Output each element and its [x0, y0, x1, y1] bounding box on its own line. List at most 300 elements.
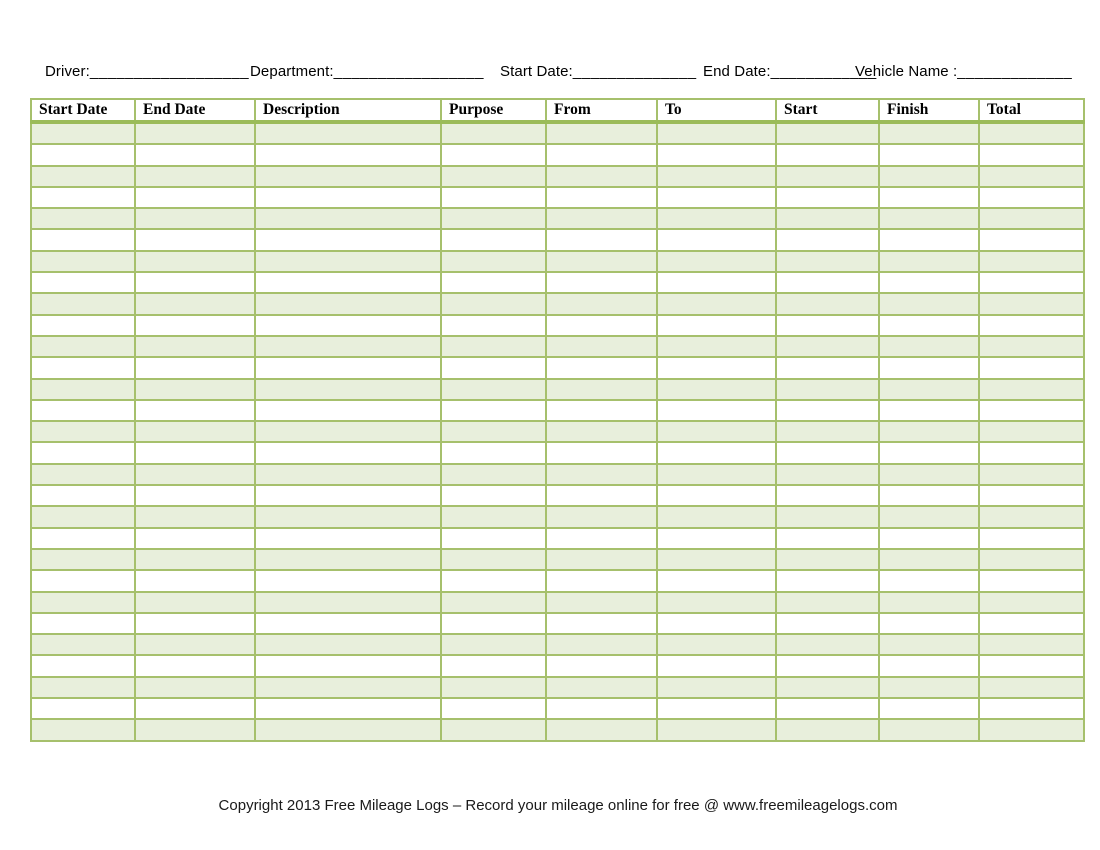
table-cell [657, 293, 776, 314]
table-cell [979, 506, 1084, 527]
table-cell [776, 719, 879, 740]
table-row [31, 485, 1084, 506]
table-cell [255, 549, 441, 570]
table-cell [879, 719, 979, 740]
table-row [31, 144, 1084, 165]
table-cell [255, 592, 441, 613]
table-cell [879, 166, 979, 187]
table-cell [657, 379, 776, 400]
table-cell [441, 400, 546, 421]
table-cell [879, 187, 979, 208]
table-cell [441, 485, 546, 506]
table-cell [31, 698, 135, 719]
table-row [31, 166, 1084, 187]
table-row [31, 421, 1084, 442]
col-header-finish: Finish [879, 99, 979, 122]
table-cell [135, 698, 255, 719]
table-cell [546, 421, 657, 442]
col-header-end-date: End Date [135, 99, 255, 122]
table-cell [255, 122, 441, 144]
table-cell [135, 570, 255, 591]
table-cell [546, 357, 657, 378]
table-cell [979, 166, 1084, 187]
table-cell [979, 570, 1084, 591]
vehicle-name-blank: _____________ [957, 63, 1073, 80]
table-cell [879, 400, 979, 421]
table-cell [657, 719, 776, 740]
col-header-purpose: Purpose [441, 99, 546, 122]
table-cell [657, 144, 776, 165]
table-cell [441, 357, 546, 378]
table-row [31, 698, 1084, 719]
col-header-description: Description [255, 99, 441, 122]
table-cell [255, 251, 441, 272]
table-cell [31, 166, 135, 187]
table-cell [879, 655, 979, 676]
table-cell [776, 400, 879, 421]
table-cell [255, 379, 441, 400]
table-cell [255, 634, 441, 655]
table-row [31, 229, 1084, 250]
table-cell [879, 251, 979, 272]
table-cell [31, 229, 135, 250]
table-cell [135, 549, 255, 570]
table-cell [879, 549, 979, 570]
table-cell [657, 336, 776, 357]
table-cell [979, 272, 1084, 293]
table-cell [776, 464, 879, 485]
table-cell [879, 442, 979, 463]
table-cell [979, 400, 1084, 421]
table-cell [879, 315, 979, 336]
table-cell [776, 187, 879, 208]
table-row [31, 272, 1084, 293]
table-cell [979, 485, 1084, 506]
table-cell [546, 144, 657, 165]
table-cell [546, 379, 657, 400]
table-cell [135, 485, 255, 506]
table-cell [135, 315, 255, 336]
table-cell [776, 442, 879, 463]
table-cell [31, 187, 135, 208]
table-cell [776, 166, 879, 187]
table-cell [776, 421, 879, 442]
table-cell [255, 144, 441, 165]
table-cell [879, 144, 979, 165]
table-cell [657, 634, 776, 655]
table-cell [776, 570, 879, 591]
table-cell [135, 442, 255, 463]
start-date-blank: ______________ [572, 63, 697, 80]
table-cell [546, 549, 657, 570]
table-cell [441, 421, 546, 442]
table-row [31, 570, 1084, 591]
table-cell [546, 251, 657, 272]
table-cell [135, 272, 255, 293]
table-cell [255, 293, 441, 314]
table-cell [255, 655, 441, 676]
table-cell [979, 144, 1084, 165]
table-row [31, 122, 1084, 144]
table-cell [441, 613, 546, 634]
table-cell [657, 485, 776, 506]
table-cell [31, 208, 135, 229]
table-cell [979, 336, 1084, 357]
table-cell [135, 506, 255, 527]
table-cell [879, 336, 979, 357]
table-cell [879, 613, 979, 634]
table-cell [657, 251, 776, 272]
table-cell [441, 315, 546, 336]
vehicle-name-label: Vehicle Name : [855, 63, 958, 80]
table-cell [776, 293, 879, 314]
table-cell [255, 272, 441, 293]
table-cell [31, 570, 135, 591]
table-cell [657, 677, 776, 698]
table-cell [135, 336, 255, 357]
table-cell [31, 144, 135, 165]
table-cell [31, 592, 135, 613]
table-cell [979, 208, 1084, 229]
table-row [31, 187, 1084, 208]
mileage-log-table [30, 98, 1085, 742]
table-cell [546, 655, 657, 676]
table-cell [879, 293, 979, 314]
table-cell [879, 229, 979, 250]
table-cell [776, 251, 879, 272]
table-cell [135, 357, 255, 378]
table-cell [441, 144, 546, 165]
table-cell [776, 336, 879, 357]
table-cell [441, 336, 546, 357]
table-cell [879, 421, 979, 442]
table-cell [31, 272, 135, 293]
table-cell [546, 122, 657, 144]
table-cell [31, 719, 135, 740]
department-label: Department: [250, 63, 334, 80]
start-date-label: Start Date: [500, 63, 573, 80]
table-cell [441, 570, 546, 591]
table-cell [441, 187, 546, 208]
table-cell [879, 570, 979, 591]
table-cell [441, 251, 546, 272]
table-cell [979, 421, 1084, 442]
table-row [31, 379, 1084, 400]
table-cell [135, 229, 255, 250]
table-cell [135, 400, 255, 421]
table-cell [135, 251, 255, 272]
table-cell [979, 613, 1084, 634]
table-cell [657, 442, 776, 463]
table-cell [879, 634, 979, 655]
table-cell [441, 719, 546, 740]
table-cell [255, 570, 441, 591]
table-cell [879, 464, 979, 485]
form-header-line [0, 63, 1100, 83]
table-cell [31, 655, 135, 676]
table-cell [135, 187, 255, 208]
table-cell [776, 144, 879, 165]
table-row [31, 677, 1084, 698]
table-cell [441, 655, 546, 676]
table-cell [255, 421, 441, 442]
table-cell [135, 677, 255, 698]
table-cell [255, 677, 441, 698]
table-cell [657, 592, 776, 613]
table-cell [879, 677, 979, 698]
table-row [31, 315, 1084, 336]
table-cell [657, 229, 776, 250]
table-cell [31, 442, 135, 463]
table-cell [657, 570, 776, 591]
table-cell [546, 570, 657, 591]
table-cell [979, 293, 1084, 314]
copyright-footer: Copyright 2013 Free Mileage Logs – Record your mileage online for free @ www.freemileagelogs.com [218, 797, 898, 814]
log-table-body [31, 122, 1084, 741]
table-cell [546, 400, 657, 421]
table-cell [657, 549, 776, 570]
table-cell [31, 421, 135, 442]
table-cell [979, 634, 1084, 655]
table-row [31, 506, 1084, 527]
table-cell [546, 229, 657, 250]
table-cell [135, 634, 255, 655]
table-cell [657, 187, 776, 208]
driver-blank: __________________ [89, 63, 250, 80]
table-cell [546, 528, 657, 549]
table-row [31, 719, 1084, 740]
table-cell [979, 187, 1084, 208]
table-cell [776, 634, 879, 655]
end-date-blank: ____________ [770, 63, 877, 80]
table-cell [135, 166, 255, 187]
table-cell [255, 336, 441, 357]
table-cell [979, 315, 1084, 336]
table-cell [31, 485, 135, 506]
table-cell [31, 315, 135, 336]
table-cell [546, 719, 657, 740]
table-cell [135, 464, 255, 485]
table-row [31, 400, 1084, 421]
table-cell [441, 698, 546, 719]
table-cell [546, 506, 657, 527]
table-cell [135, 655, 255, 676]
table-cell [255, 719, 441, 740]
table-cell [135, 208, 255, 229]
table-header-row [31, 99, 1084, 122]
table-cell [546, 634, 657, 655]
table-row [31, 442, 1084, 463]
table-cell [776, 528, 879, 549]
table-cell [546, 464, 657, 485]
table-row [31, 549, 1084, 570]
table-cell [879, 592, 979, 613]
table-row [31, 613, 1084, 634]
table-cell [135, 379, 255, 400]
table-cell [546, 187, 657, 208]
table-cell [441, 677, 546, 698]
table-cell [979, 719, 1084, 740]
table-cell [776, 506, 879, 527]
table-cell [546, 698, 657, 719]
table-cell [31, 549, 135, 570]
table-cell [979, 677, 1084, 698]
table-cell [441, 122, 546, 144]
table-cell [879, 357, 979, 378]
table-cell [979, 122, 1084, 144]
table-cell [255, 229, 441, 250]
table-row [31, 634, 1084, 655]
table-cell [776, 229, 879, 250]
table-cell [31, 336, 135, 357]
table-row [31, 336, 1084, 357]
table-cell [657, 421, 776, 442]
table-cell [441, 506, 546, 527]
table-cell [776, 315, 879, 336]
table-cell [657, 122, 776, 144]
table-cell [546, 485, 657, 506]
table-cell [657, 506, 776, 527]
table-cell [776, 357, 879, 378]
table-cell [441, 166, 546, 187]
table-cell [879, 208, 979, 229]
table-cell [776, 379, 879, 400]
department-field [250, 63, 484, 80]
table-cell [657, 315, 776, 336]
table-cell [255, 357, 441, 378]
department-blank: _________________ [333, 63, 484, 80]
table-cell [776, 677, 879, 698]
table-cell [31, 464, 135, 485]
table-cell [441, 442, 546, 463]
table-cell [657, 357, 776, 378]
table-cell [31, 677, 135, 698]
table-cell [979, 592, 1084, 613]
table-cell [31, 528, 135, 549]
table-cell [546, 677, 657, 698]
table-cell [31, 122, 135, 144]
table-cell [135, 122, 255, 144]
vehicle-name-field [855, 63, 1072, 80]
table-cell [546, 208, 657, 229]
table-cell [979, 251, 1084, 272]
table-cell [255, 166, 441, 187]
end-date-label: End Date: [703, 63, 771, 80]
table-cell [979, 229, 1084, 250]
driver-field [45, 63, 249, 80]
table-cell [441, 208, 546, 229]
table-cell [546, 336, 657, 357]
table-cell [441, 592, 546, 613]
table-cell [441, 272, 546, 293]
table-row [31, 464, 1084, 485]
table-cell [776, 549, 879, 570]
table-cell [441, 549, 546, 570]
table-cell [441, 528, 546, 549]
table-cell [979, 655, 1084, 676]
table-cell [255, 187, 441, 208]
start-date-field [500, 63, 697, 80]
table-cell [31, 357, 135, 378]
table-cell [255, 442, 441, 463]
table-cell [31, 379, 135, 400]
table-cell [546, 293, 657, 314]
table-cell [31, 400, 135, 421]
table-cell [879, 528, 979, 549]
table-cell [441, 634, 546, 655]
col-header-start: Start [776, 99, 879, 122]
table-cell [776, 485, 879, 506]
table-row [31, 293, 1084, 314]
table-cell [657, 400, 776, 421]
table-cell [31, 634, 135, 655]
col-header-total: Total [979, 99, 1084, 122]
table-cell [979, 357, 1084, 378]
table-cell [135, 613, 255, 634]
table-cell [255, 613, 441, 634]
table-cell [776, 592, 879, 613]
table-cell [441, 293, 546, 314]
table-cell [776, 698, 879, 719]
table-cell [441, 379, 546, 400]
col-header-from: From [546, 99, 657, 122]
table-cell [879, 272, 979, 293]
table-cell [979, 698, 1084, 719]
table-row [31, 592, 1084, 613]
table-row [31, 208, 1084, 229]
table-cell [657, 698, 776, 719]
table-cell [979, 464, 1084, 485]
end-date-field [703, 63, 877, 80]
table-cell [879, 506, 979, 527]
table-cell [879, 485, 979, 506]
table-cell [135, 293, 255, 314]
col-header-start-date: Start Date [31, 99, 135, 122]
table-cell [31, 613, 135, 634]
table-cell [255, 698, 441, 719]
table-cell [879, 698, 979, 719]
table-cell [255, 464, 441, 485]
table-cell [255, 506, 441, 527]
col-header-to: To [657, 99, 776, 122]
table-cell [135, 144, 255, 165]
table-cell [546, 315, 657, 336]
table-cell [31, 506, 135, 527]
table-cell [879, 122, 979, 144]
table-cell [776, 655, 879, 676]
table-cell [776, 208, 879, 229]
table-cell [441, 229, 546, 250]
table-cell [255, 208, 441, 229]
table-cell [255, 315, 441, 336]
table-cell [546, 442, 657, 463]
table-cell [979, 528, 1084, 549]
table-row [31, 655, 1084, 676]
table-cell [441, 464, 546, 485]
table-cell [31, 293, 135, 314]
table-cell [776, 122, 879, 144]
table-cell [546, 592, 657, 613]
table-cell [776, 272, 879, 293]
table-cell [776, 613, 879, 634]
table-cell [979, 442, 1084, 463]
table-cell [979, 549, 1084, 570]
table-cell [135, 719, 255, 740]
table-cell [657, 464, 776, 485]
table-cell [135, 421, 255, 442]
table-cell [255, 400, 441, 421]
table-row [31, 357, 1084, 378]
